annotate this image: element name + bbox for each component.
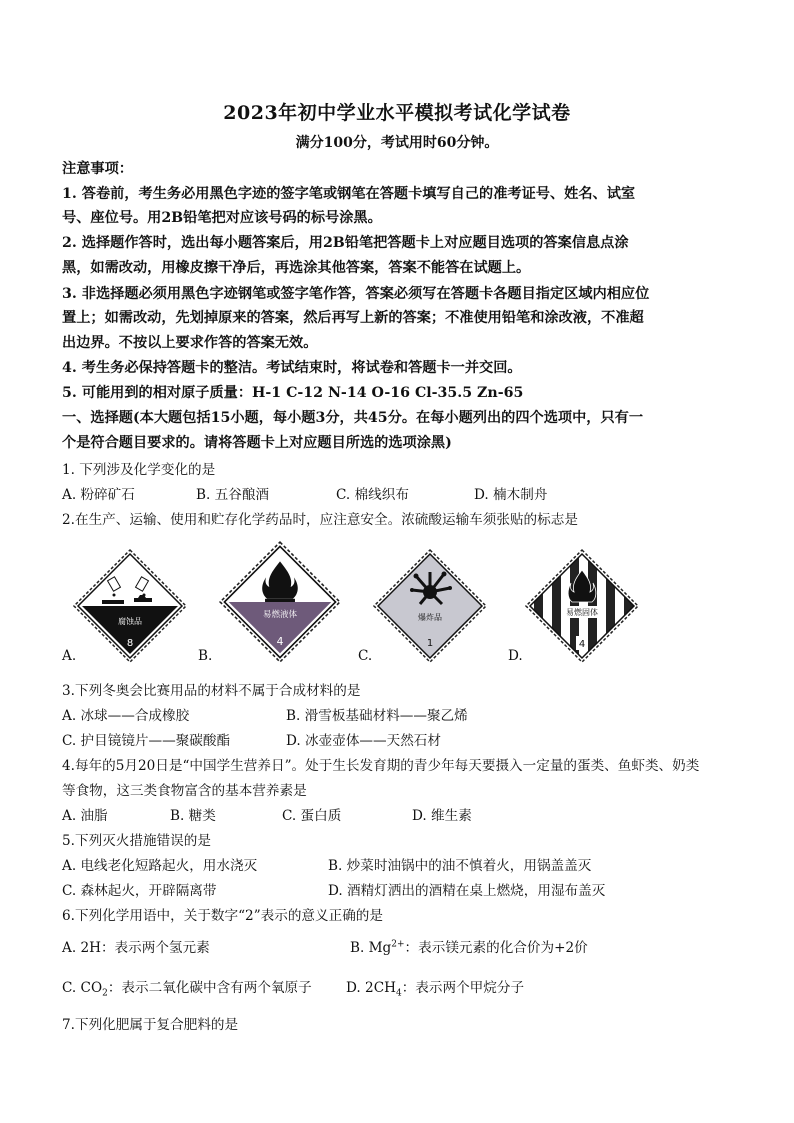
section-heading: 一、选择题(本大题包括15小题，每小题3分，共45分。在每小题列出的四个选项中，只有一 (62, 410, 644, 426)
question-4-stem: 4.每年的5月20日是“中国学生营养日”。处于生长发育期的青少年每天要摄入一定量的蛋类、鱼虾类、奶类 (62, 758, 700, 774)
q5-option-d: D. 酒精灯洒出的酒精在桌上燃烧，用湿布盖灭 (328, 883, 606, 899)
q5-option-c: C. 森林起火，开辟隔离带 (62, 883, 217, 899)
sign-label: 腐蚀品 (118, 617, 142, 626)
notes-line: 出边界。不按以上要求作答的答案无效。 (62, 335, 318, 351)
sign-number: 8 (126, 638, 134, 649)
flammable-solid-sign (524, 548, 640, 664)
sign-number: 4 (578, 639, 586, 650)
question-1-stem: 1. 下列涉及化学变化的是 (62, 462, 216, 478)
flammable-sign (218, 540, 342, 664)
q3-option-c: C. 护目镜镜片——聚碳酸酯 (62, 733, 231, 749)
q3-option-b: B. 滑雪板基础材料——聚乙烯 (286, 708, 468, 724)
q1-option-c: C. 棉线织布 (336, 487, 409, 503)
notes-line: 黑，如需改动，用橡皮擦干净后，再选涂其他答案，答案不能答在试题上。 (62, 260, 531, 276)
q4-option-b: B. 糖类 (170, 808, 216, 824)
q4-option-a: A. 油脂 (62, 808, 108, 824)
q1-option-a: A. 粉碎矿石 (62, 487, 135, 503)
q1-option-d: D. 楠木制舟 (474, 487, 548, 503)
notes-line: 号、座位号。用2B铅笔把对应该号码的标号涂黑。 (62, 210, 382, 226)
q1-option-b: B. 五谷酿酒 (196, 487, 270, 503)
question-4-stem-cont: 等食物，这三类食物富含的基本营养素是 (62, 783, 307, 799)
notes-line: 3. 非选择题必须用黑色字迹钢笔或签字笔作答，答案必须写在答题卡各题目指定区域内相应位 (62, 286, 650, 302)
q3-option-d: D. 冰壶壶体——天然石材 (286, 733, 441, 749)
notes-line: 4. 考生务必保持答题卡的整洁。考试结束时，将试卷和答题卡一并交回。 (62, 360, 522, 376)
notes-line: 5. 可能用到的相对原子质量：H-1 C-12 N-14 O-16 Cl-35.5 Zn-65 (62, 385, 524, 401)
q4-option-d: D. 维生素 (412, 808, 472, 824)
sign-number: 4 (276, 634, 284, 648)
notes-line: 1. 答卷前，考生务必用黑色字迹的签字笔或钢笔在答题卡填写自己的准考证号、姓名、试室 (62, 186, 636, 202)
question-7-stem: 7.下列化肥属于复合肥料的是 (62, 1017, 239, 1033)
sign-label: 爆炸品 (418, 613, 442, 622)
q2-option-d: D. (508, 648, 523, 664)
notes-line: 2. 选择题作答时，选出每小题答案后，用2B铅笔把答题卡上对应题目选项的答案信息点涂 (62, 235, 629, 251)
q6-option-b: B. $Mg^{2+}$：表示镁元素的化合价为+2价 (350, 939, 588, 956)
q2-option-b: B. (198, 648, 213, 664)
q5-option-a: A. 电线老化短路起火，用水浇灭 (62, 858, 258, 874)
q5-option-b: B. 炒菜时油锅中的油不慎着火，用锅盖盖灭 (328, 858, 592, 874)
q2-option-c: C. (358, 648, 373, 664)
question-6-stem: 6.下列化学用语中，关于数字“2”表示的意义正确的是 (62, 908, 383, 924)
sign-label: 易燃液体 (262, 609, 298, 620)
q6-option-a: A. 2H：表示两个氢元素 (62, 940, 210, 956)
q6-option-c: C. $CO_2$：表示二氧化碳中含有两个氧原子 (62, 980, 312, 999)
q6-option-d: D. $2CH_4$：表示两个甲烷分子 (346, 980, 525, 999)
notes-heading: 注意事项： (62, 161, 133, 177)
q3-option-a: A. 冰球——合成橡胶 (62, 708, 190, 724)
exam-subtitle: 满分100分，考试用时60分钟。 (295, 135, 499, 151)
sign-number: 1 (426, 638, 434, 649)
exam-title: 2023年初中学业水平模拟考试化学试卷 (223, 102, 571, 124)
explosive-sign (372, 548, 488, 664)
sign-label: 易燃固体 (566, 608, 598, 617)
q2-option-a: A. (62, 648, 77, 664)
question-2-stem: 2.在生产、运输、使用和贮存化学药品时，应注意安全。浓硫酸运输车须张贴的标志是 (62, 512, 578, 528)
notes-line: 置上；如需改动，先划掉原来的答案，然后再写上新的答案；不准使用铅笔和涂改液，不准超 (62, 310, 644, 326)
corrosive-sign (72, 548, 188, 664)
section-heading-cont: 个是符合题目要求的。请将答题卡上对应题目所选的选项涂黑) (62, 435, 452, 451)
q4-option-c: C. 蛋白质 (282, 808, 342, 824)
question-3-stem: 3.下列冬奥会比赛用品的材料不属于合成材料的是 (62, 683, 361, 699)
question-5-stem: 5.下列灭火措施错误的是 (62, 833, 211, 849)
